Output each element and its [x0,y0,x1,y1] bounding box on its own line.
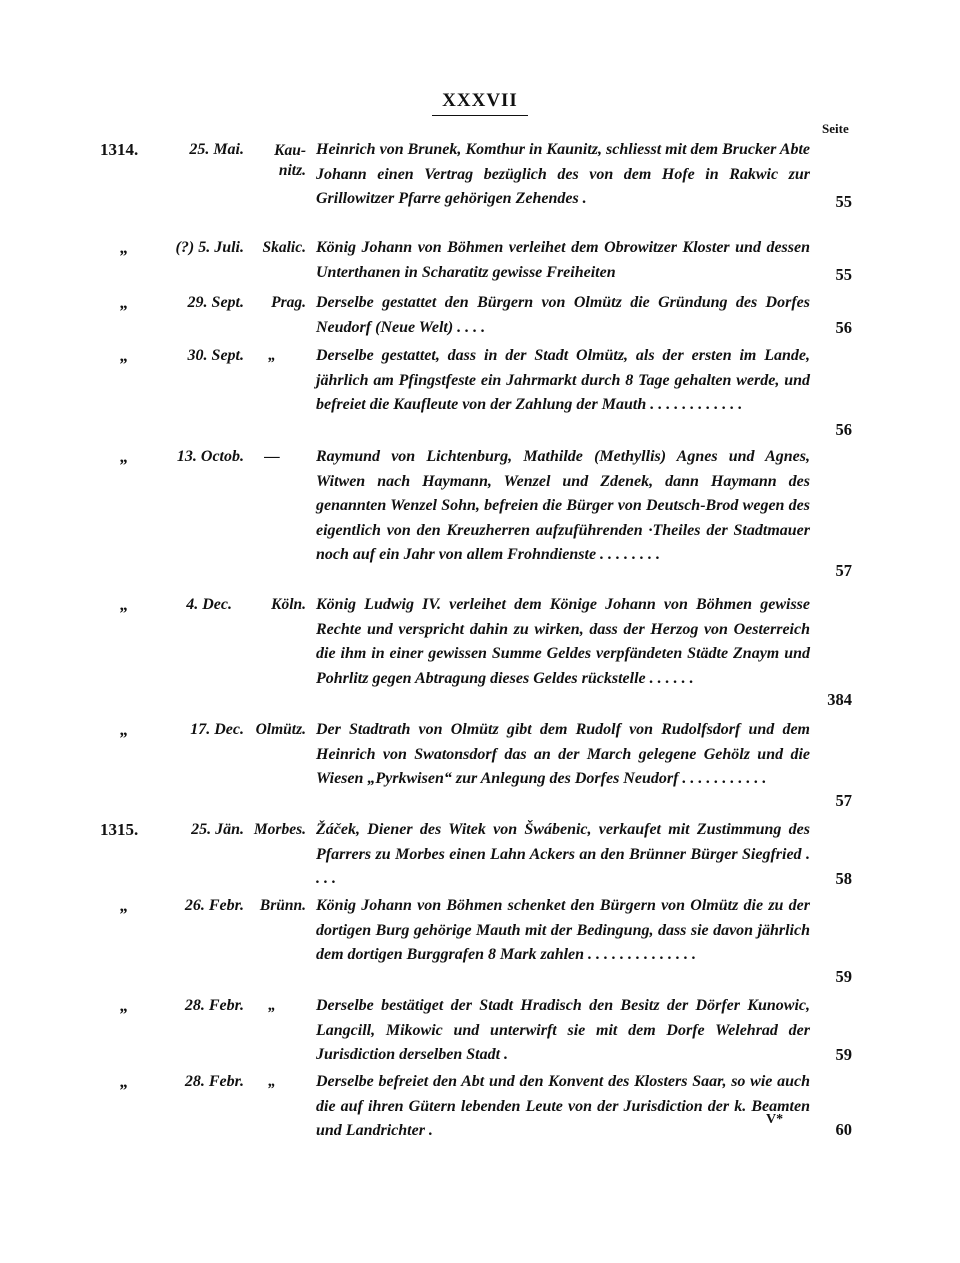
entry-date: 17. Dec. [190,721,244,738]
regest-entry [0,445,960,593]
entry-date: (?) 5. Juli. [175,239,244,256]
regest-entry [0,593,960,718]
entry-text: König Johann von Böhmen verleihet dem Obrowitzer Kloster und dessen Unterthanen in Scharatitz gewisse Freiheiten [316,239,810,281]
entry-date: 28. Febr. [184,997,244,1014]
entry-page: 60 [835,1119,852,1139]
regest-entry [0,818,960,894]
entry-text: Heinrich von Brunek, Komthur in Kaunitz, schliesst mit dem Brucker Abte Johann einen Vertrag bezüglich des von dem Hofe in Rakwic zur Grillowitzer Pfarre gehörigen Zehendes . [316,141,810,207]
entry-page: 59 [835,1044,852,1064]
entry-date: 30. Sept. [187,347,244,364]
entry-page: 55 [835,264,852,284]
entry-text: Derselbe gestattet, dass in der Stadt Olmütz, als der ersten im Lande, jährlich am Pfingstfeste ein Jahrmarkt durch 8 Tage gehalten werde, und befreiet die Kaufleute von der Zahlung der Mauth . . . . . . . . . . . . [316,347,810,413]
entry-page: 55 [835,191,852,211]
entry-page: 56 [835,419,852,439]
entry-place: Köln. [271,596,306,613]
page-header [0,90,960,116]
entry-year: „ [120,238,129,257]
entry-place: Prag. [271,294,306,311]
regest-entry [0,718,960,818]
entry-text: König Ludwig IV. verleihet dem Könige Johann von Böhmen gewisse Rechte und verspricht dahin zu wirken, dass der Herzog von Oesterreich die ihm in einer gewissen Summe Geldes verpfändeten Städte Znaym und Pohrlitz gegen Abtragung dieses Geldes rückstelle . . . . . . [316,596,810,687]
entry-text: Der Stadtrath von Olmütz gibt dem Rudolf von Rudolfsdorf und dem Heinrich von Swatonsdorf das an der March gelegene Gehölz und die Wiesen „Pyrkwisen“ zur Anlegung des Dorfes Neudorf . . . . . . . . . . . [316,721,810,787]
regest-entry [0,291,960,344]
entry-text: Raymund von Lichtenburg, Mathilde (Methyllis) Agnes und Agnes, Witwen nach Haymann, Wenzel und Zdenek, dann Haymann des genannten Wenzel Sohn, befreien die Bürger von Deutsch-Brod wegen des eigentlich von den Kreuzherren aufzuführenden ·Theiles der Stadtmauer noch auf ein Jahr von allem Frohndienste . . . . . . . . [316,448,810,563]
entry-year: „ [120,896,129,915]
entry-year: 1314. [100,140,139,159]
regest-entry [0,994,960,1070]
entry-place: Kau- nitz. [274,142,306,179]
entry-page: 56 [835,317,852,337]
entry-page: 384 [827,689,852,709]
page-column-label: Seite [822,121,849,136]
entry-place: Brünn. [259,897,306,914]
regest-list [0,138,960,1146]
entry-place: Morbes. [253,821,306,838]
regest-entry [0,1070,960,1146]
entry-text: Derselbe bestätiget der Stadt Hradisch den Besitz der Dörfer Kunowic, Langcill, Mikowic und unterwirft sie mit dem Dorfe Welehrad der Jurisdiction derselben Stadt . [316,997,810,1063]
entry-date: 29. Sept. [187,294,244,311]
entry-text: Derselbe gestattet den Bürgern von Olmütz die Gründung des Dorfes Neudorf (Neue Welt) . . . . [316,294,810,336]
entry-date: 26. Febr. [184,897,244,914]
entry-page: 59 [835,966,852,986]
entry-text: König Johann von Böhmen schenket den Bürgern von Olmütz die zu der dortigen Burg gehörige Mauth mit der Bedingung, dass sie davon jährlich dem dortigen Burggrafen 8 Mark zahlen . . . . . . . . . . . . . . [316,897,810,963]
entry-place: Olmütz. [255,721,306,738]
entry-date: 4. Dec. [186,596,232,613]
entry-page: 58 [835,868,852,888]
entry-text: Žáček, Diener des Witek von Šwábenic, verkaufet mit Zustimmung des Pfarrers zu Morbes einen Lahn Ackers an den Brünner Bürger Siegfried . . . . [316,821,810,887]
entry-date: 13. Octob. [176,448,244,465]
entry-text: Derselbe befreiet den Abt und den Konvent des Klosters Saar, so wie auch die auf ihren Gütern lebenden Leute von der Jurisdiction der k. Beamten und Landrichter . [316,1073,810,1139]
regest-entry [0,344,960,445]
entry-year: „ [120,293,129,312]
entry-place: „ [268,997,276,1014]
entry-year: „ [120,720,129,739]
entry-year: „ [120,447,129,466]
entry-year: „ [120,595,129,614]
entry-year: „ [120,996,129,1015]
entry-place: Skalic. [262,239,306,256]
entry-date: 25. Jän. [191,821,244,838]
entry-place: „ [268,1073,276,1090]
entry-year: „ [120,346,129,365]
entry-date: 25. Mai. [189,141,244,158]
entry-year: „ [120,1072,129,1091]
entry-place: „ [268,347,276,364]
entry-place: — [264,448,280,465]
entry-year: 1315. [100,820,139,839]
regest-entry [0,894,960,994]
regest-entry [0,236,960,291]
entry-date: 28. Febr. [184,1073,244,1090]
signature-mark: V* [766,1112,784,1127]
entry-page: 57 [835,790,852,810]
regest-entry [0,138,960,236]
entry-page: 57 [835,560,852,580]
page-number: XXXVII [432,90,528,116]
